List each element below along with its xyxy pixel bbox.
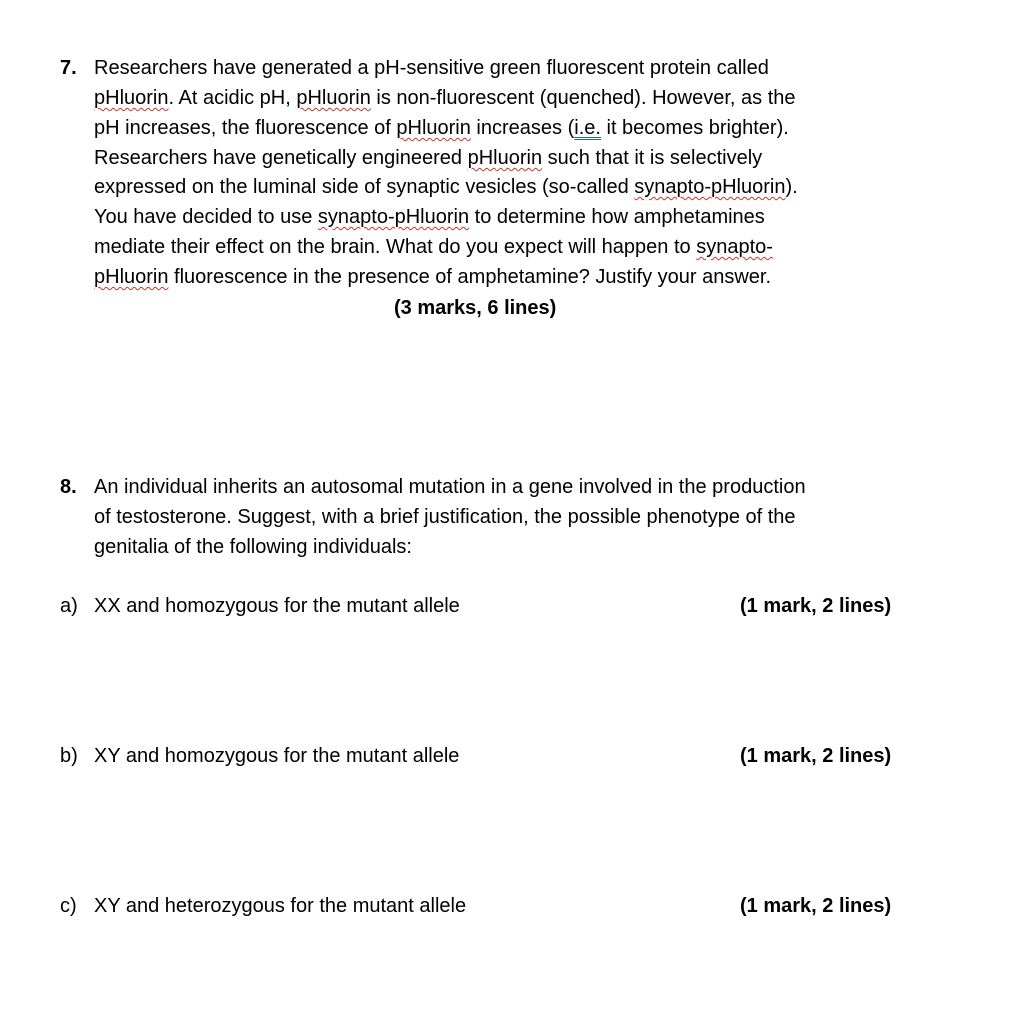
question-7-line-7 <box>94 232 773 262</box>
text-segment: increases ( <box>470 117 575 139</box>
question-7-line-5 <box>94 172 798 202</box>
spellcheck-underlined-word: pHluorin <box>94 87 169 109</box>
text-segment: such that it is selectively <box>542 147 763 169</box>
spellcheck-underlined-word: synapto- <box>696 236 773 258</box>
part-a-text: XX and homozygous for the mutant allele <box>94 595 460 617</box>
text-segment: to determine how amphetamines <box>469 206 765 228</box>
question-7-line-6 <box>94 202 765 232</box>
question-8-line-1: An individual inherits an autosomal mutation in a gene involved in the production <box>94 476 806 498</box>
spellcheck-underlined-word: pHluorin <box>94 266 169 288</box>
spellcheck-underlined-word: pHluorin <box>296 87 371 109</box>
question-7-number: 7. <box>60 57 77 79</box>
question-7-marks: (3 marks, 6 lines) <box>394 297 557 319</box>
part-a-label: a) <box>60 595 78 617</box>
part-c-text: XY and heterozygous for the mutant allele <box>94 895 467 917</box>
question-7-line-4 <box>94 143 762 173</box>
question-7-line-1 <box>94 53 769 83</box>
text-segment: fluorescence in the presence of amphetamine? Justify your answer. <box>168 266 772 288</box>
text-segment: it becomes brighter). <box>600 117 789 139</box>
part-c-label: c) <box>60 895 77 917</box>
spellcheck-underlined-word: synapto-pHluorin <box>634 176 786 198</box>
text-segment: pH increases, the fluorescence of <box>94 117 397 139</box>
part-b-text: XY and homozygous for the mutant allele <box>94 745 460 767</box>
part-b-marks: (1 mark, 2 lines) <box>740 745 892 767</box>
text-segment: ). <box>785 176 798 198</box>
question-7-line-3 <box>94 113 789 143</box>
text-segment: Researchers have genetically engineered <box>94 147 468 169</box>
question-7-line-8 <box>94 262 771 292</box>
text-segment: mediate their effect on the brain. What do you expect will happen to <box>94 236 697 258</box>
text-segment: expressed on the luminal side of synaptic vesicles (so-called <box>94 176 635 198</box>
part-b-label: b) <box>60 745 78 767</box>
question-8-line-2: of testosterone. Suggest, with a brief justification, the possible phenotype of the <box>94 506 796 528</box>
question-8-number: 8. <box>60 476 77 498</box>
part-c-marks: (1 mark, 2 lines) <box>740 895 892 917</box>
spellcheck-underlined-word: pHluorin <box>467 147 543 169</box>
question-7-line-2 <box>94 83 796 113</box>
part-a-marks: (1 mark, 2 lines) <box>740 595 892 617</box>
question-8-line-3: genitalia of the following individuals: <box>94 536 412 558</box>
spellcheck-underlined-word: pHluorin <box>396 117 471 139</box>
spellcheck-underlined-word: synapto-pHluorin <box>317 206 470 228</box>
text-segment: You have decided to use <box>94 206 318 228</box>
text-segment: Researchers have generated a pH-sensitive green fluorescent protein called <box>94 57 769 79</box>
text-segment: . At acidic pH, <box>168 87 297 109</box>
text-segment: is non-fluorescent (quenched). However, as the <box>370 87 796 109</box>
grammar-underlined-word: i.e. <box>574 117 601 139</box>
